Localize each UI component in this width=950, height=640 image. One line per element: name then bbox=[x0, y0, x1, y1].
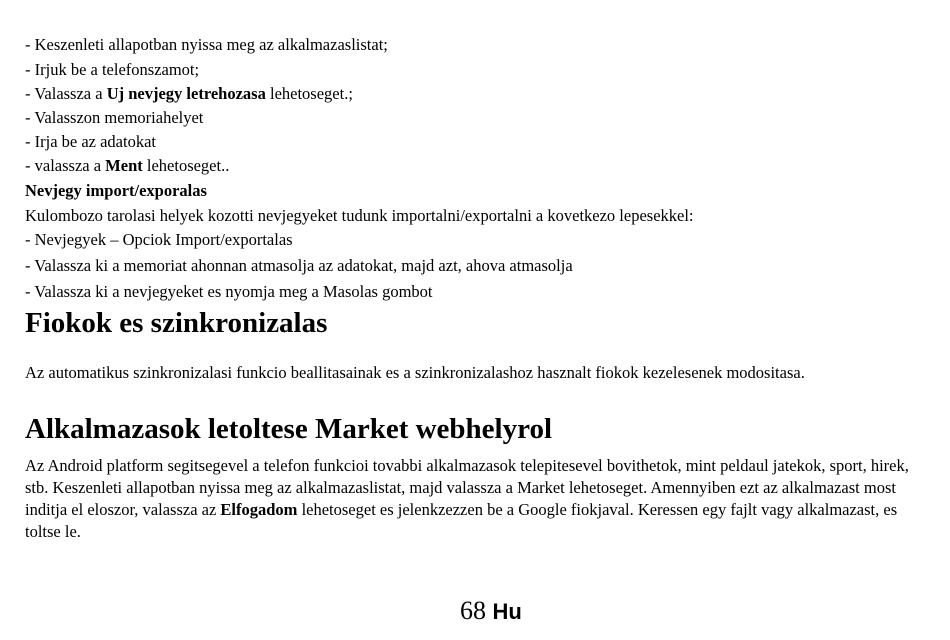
section-subheading: Nevjegy import/exporalas bbox=[25, 181, 207, 200]
section-body bbox=[25, 455, 930, 543]
list-item-text: lehetoseget.; bbox=[265, 84, 353, 103]
body-emphasis: Elfogadom bbox=[220, 500, 298, 519]
list-item: - Valassza ki a nevjegyeket es nyomja meg a Masolas gombot bbox=[25, 282, 433, 301]
list-item-text: - Keszenleti allapotban nyissa meg az alkalmazaslistat; bbox=[25, 35, 388, 54]
section-heading: Alkalmazasok letoltese Market webhelyrol bbox=[25, 413, 553, 445]
list-item bbox=[25, 84, 930, 104]
list-item-text: - valassza a bbox=[25, 156, 106, 175]
list-item bbox=[25, 156, 930, 176]
body-text: lehetoseget es jelenkzezzen be a Google fiokjaval. Keressen egy fajlt vagy alkalmazast, es toltse le. bbox=[25, 500, 898, 541]
language-code: Hu bbox=[492, 599, 522, 624]
body-text: Az Android platform segitsegevel a telefon funkcioi tovabbi alkalmazasok telepitesevel bovithetok, mint peldaul jatekok, sport, hirek, stb. Keszenleti allapotban nyissa meg az alkalmazaslistat, majd valassza a Market lehetoseget. Amennyiben ezt az alkalmazast most inditja el eloszor, valassza az bbox=[25, 456, 909, 519]
list-item-text: - Irja be az adatokat bbox=[25, 132, 157, 151]
section-body: Az automatikus szinkronizalasi funkcio beallitasainak es a szinkronizalashoz hasznalt fiokok kezelesenek modositasa. bbox=[25, 363, 805, 382]
section-intro: Kulombozo tarolasi helyek kozotti nevjegyeket tudunk importalni/exportalni a kovetkezo lepesekkel: bbox=[25, 206, 694, 225]
section-heading: Fiokok es szinkronizalas bbox=[25, 307, 328, 339]
page-number: 68 bbox=[460, 596, 486, 625]
list-item-text: - Valasszon memoriahelyet bbox=[25, 108, 204, 127]
list-item: - Valassza ki a memoriat ahonnan atmasolja az adatokat, majd azt, ahova atmasolja bbox=[25, 256, 573, 275]
page-footer bbox=[460, 596, 522, 627]
list-item: - Nevjegyek – Opciok Import/exportalas bbox=[25, 230, 293, 249]
list-item bbox=[25, 108, 930, 128]
list-item bbox=[25, 132, 930, 152]
list-item-text: - Valassza a bbox=[25, 84, 107, 103]
list-item-emphasis: Ment bbox=[105, 156, 143, 175]
list-item-text: lehetoseget.. bbox=[142, 156, 230, 175]
list-item bbox=[25, 35, 930, 55]
list-item-text: - Irjuk be a telefonszamot; bbox=[25, 60, 200, 79]
list-item bbox=[25, 60, 930, 80]
list-item-emphasis: Uj nevjegy letrehozasa bbox=[106, 84, 266, 103]
